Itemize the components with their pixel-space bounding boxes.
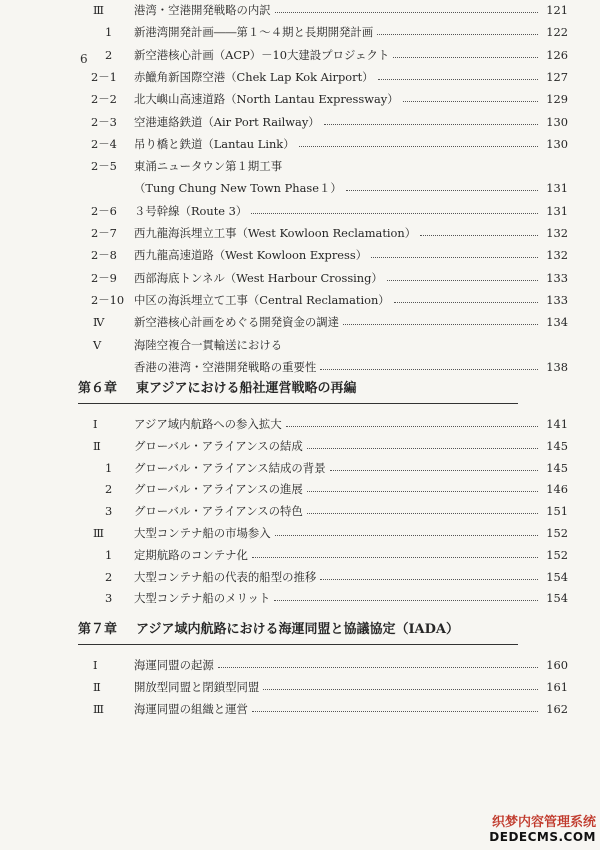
toc-entry [0, 458, 600, 478]
toc-entry-title: 港湾・空港開発戦略の内訳 [134, 3, 271, 17]
dot-leader [343, 312, 538, 325]
chapter-title: 東アジアにおける船社運営戦略の再編 [136, 381, 357, 396]
toc-entry-title: 西九龍海浜埋立工事（West Kowloon Reclamation） [134, 226, 417, 240]
dot-leader [346, 178, 538, 191]
chapter-label: 第７章 [78, 622, 118, 637]
dot-leader [252, 545, 538, 558]
watermark-line1: 织梦内容管理系统 [491, 815, 596, 830]
toc-entry-number: Ⅳ [93, 315, 105, 330]
toc-entry [0, 290, 600, 310]
toc-entry-title: 新港湾開発計画――第１～４期と長期開発計画 [134, 25, 374, 40]
dot-leader [394, 290, 538, 303]
dot-leader [252, 699, 538, 712]
toc-entry-page: 129 [546, 92, 568, 107]
toc-entry [0, 0, 600, 20]
watermark [489, 816, 596, 844]
dot-leader [286, 414, 538, 427]
toc-entry-number: 2－6 [91, 203, 117, 218]
toc-entry-title: グローバル・アライアンス結成の背景 [134, 460, 326, 475]
toc-entry [0, 436, 600, 456]
toc-entry-page: 133 [546, 270, 568, 285]
toc-entry-number: 2－1 [91, 69, 117, 84]
toc-entry-page: 138 [546, 359, 568, 374]
toc-entry-number: 2－4 [91, 136, 117, 151]
toc-entry-title: ３号幹線（Route 3） [134, 203, 248, 218]
toc-entry [0, 567, 600, 587]
toc-entry-number: 1 [105, 460, 113, 475]
toc-entry [0, 312, 600, 332]
dot-leader [263, 677, 538, 690]
toc-entry-page: 146 [546, 482, 568, 497]
dot-leader [274, 588, 538, 601]
toc-entry-number: 2 [105, 47, 113, 62]
toc-entry-page: 152 [546, 526, 568, 540]
toc-entry-title: 新空港核心計画（ACP）－10大建設プロジェクト [134, 47, 390, 62]
dot-leader [307, 501, 538, 514]
toc-entry [0, 89, 600, 109]
dot-leader [387, 268, 538, 281]
toc-entry-page: 162 [546, 701, 568, 716]
toc-entry-page: 160 [546, 658, 568, 672]
toc-entry-number: Ⅰ [93, 658, 98, 672]
toc-entry-title: アジア域内航路への参入拡大 [134, 417, 282, 431]
toc-entry-page: 131 [546, 203, 568, 218]
toc-entry [0, 335, 600, 355]
toc-entry [0, 268, 600, 288]
toc-entry-number: Ⅲ [93, 3, 104, 17]
toc-entry-page: 161 [546, 679, 568, 694]
toc-entry [0, 156, 600, 176]
dot-leader [307, 436, 538, 449]
toc-entry-title: 定期航路のコンテナ化 [134, 547, 248, 562]
toc-entry-number: 3 [105, 591, 113, 606]
dot-leader [320, 567, 538, 580]
toc-entry-page: 131 [546, 181, 568, 196]
toc-entry-number: 2 [105, 482, 113, 497]
toc-entry-number: 1 [105, 547, 113, 562]
toc-entry [0, 414, 600, 434]
toc-entry-number: 2－7 [91, 226, 117, 240]
chapter-heading [78, 620, 459, 640]
toc-entry-title: 空港連絡鉄道（Air Port Railway） [134, 114, 320, 129]
toc-entry-page: 122 [546, 25, 568, 40]
watermark-line2: DEDECMS.COM [489, 830, 596, 844]
dot-leader [275, 0, 538, 13]
chapter-rule [78, 403, 518, 404]
toc-entry-page: 145 [546, 438, 568, 453]
toc-entry [0, 245, 600, 265]
dot-leader [420, 223, 538, 236]
dot-leader [377, 22, 538, 35]
dot-leader [320, 357, 538, 370]
toc-entry-title: 大型コンテナ船の代表的船型の推移 [134, 569, 317, 584]
toc-entry-title: 西部海底トンネル（West Harbour Crossing） [134, 270, 383, 285]
toc-entry [0, 112, 600, 132]
toc-entry-page: 141 [546, 417, 568, 431]
toc-entry-title: 大型コンテナ船のメリット [134, 591, 271, 606]
toc-entry-page: 154 [546, 591, 568, 606]
dot-leader [324, 112, 538, 125]
toc-entry-page: 151 [546, 504, 568, 519]
toc-entry-number: 2 [105, 569, 113, 584]
dot-leader [299, 134, 538, 147]
toc-entry-page: 132 [546, 226, 568, 240]
toc-entry-title: グローバル・アライアンスの特色 [134, 504, 303, 519]
toc-entry-page: 133 [546, 292, 568, 307]
toc-entry [0, 699, 600, 719]
toc-entry-page: 130 [546, 114, 568, 129]
chapter-label: 第６章 [78, 381, 118, 396]
toc-entry [0, 22, 600, 42]
toc-entry-page: 121 [546, 3, 568, 17]
toc-entry [0, 201, 600, 221]
toc-entry [0, 501, 600, 521]
toc-entry-page: 126 [546, 47, 568, 62]
toc-entry [0, 523, 600, 543]
toc-entry [0, 223, 600, 243]
toc-entry-title: 海運同盟の組織と運営 [134, 701, 248, 716]
toc-entry [0, 357, 600, 377]
page-number: 6 [80, 52, 88, 66]
toc-entry-page: 154 [546, 569, 568, 584]
dot-leader [393, 45, 538, 58]
dot-leader [371, 245, 538, 258]
chapter-rule [78, 644, 518, 645]
toc-entry-page: 134 [546, 315, 568, 330]
toc-entry-number: Ⅱ [93, 679, 101, 694]
toc-entry-number: Ⅴ [93, 337, 102, 352]
dot-leader [307, 479, 538, 492]
toc-entry [0, 134, 600, 154]
toc-entry-number: Ⅲ [93, 526, 104, 540]
dot-leader [218, 655, 538, 668]
chapter-heading [78, 379, 356, 399]
dot-leader [251, 201, 538, 214]
toc-entry-page: 127 [546, 69, 568, 84]
toc-entry [0, 588, 600, 608]
toc-entry-number: Ⅲ [93, 701, 104, 716]
toc-entry-number: Ⅱ [93, 438, 101, 453]
toc-entry-title: 海運同盟の起源 [134, 658, 214, 672]
toc-entry-title: グローバル・アライアンスの結成 [134, 438, 303, 453]
toc-entry-title: 赤鱲角新国際空港（Chek Lap Kok Airport） [134, 69, 374, 84]
toc-entry-number: 2－3 [91, 114, 117, 129]
dot-leader [330, 458, 538, 471]
toc-entry-page: 130 [546, 136, 568, 151]
toc-entry [0, 479, 600, 499]
toc-entry-number: 2－2 [91, 92, 117, 107]
toc-entry-page: 145 [546, 460, 568, 475]
toc-entry-title: 吊り橋と鉄道（Lantau Link） [134, 136, 295, 151]
chapter-title: アジア域内航路における海運同盟と協議協定（IADA） [136, 622, 460, 637]
toc-entry-page: 132 [546, 248, 568, 263]
toc-entry-title: 北大嶼山高速道路（North Lantau Expressway） [134, 92, 399, 107]
toc-entry [0, 67, 600, 87]
toc-entry-title: 海陸空複合一貫輸送における [134, 337, 283, 352]
toc-entry-number: 2－10 [91, 292, 125, 307]
toc-entry-number: Ⅰ [93, 417, 98, 431]
toc-entry-page: 152 [546, 547, 568, 562]
toc-entry-number: 2－9 [91, 270, 117, 285]
toc-entry [0, 178, 600, 198]
toc-entry [0, 45, 600, 65]
dot-leader [403, 89, 538, 102]
toc-entry-title: （Tung Chung New Town Phase１） [134, 181, 342, 196]
toc-entry-number: 2－8 [91, 248, 117, 263]
toc-entry [0, 545, 600, 565]
toc-entry [0, 677, 600, 697]
toc-entry [0, 655, 600, 675]
dot-leader [378, 67, 538, 80]
toc-entry-title: 新空港核心計画をめぐる開発資金の調達 [134, 315, 340, 330]
toc-entry-title: 西九龍高速道路（West Kowloon Express） [134, 248, 368, 263]
toc-entry-title: 香港の港湾・空港開発戦略の重要性 [134, 359, 317, 374]
toc-entry-title: 大型コンテナ船の市場参入 [134, 526, 271, 540]
toc-entry-number: 2－5 [91, 159, 117, 174]
toc-entry-title: 開放型同盟と閉鎖型同盟 [134, 679, 260, 694]
toc-entry-number: 1 [105, 25, 113, 40]
toc-entry-title: 中区の海浜埋立て工事（Central Reclamation） [134, 292, 390, 307]
toc-entry-title: グローバル・アライアンスの進展 [134, 482, 303, 497]
toc-entry-title: 東涌ニュータウン第１期工事 [134, 159, 283, 174]
dot-leader [275, 523, 538, 536]
toc-entry-number: 3 [105, 504, 113, 519]
